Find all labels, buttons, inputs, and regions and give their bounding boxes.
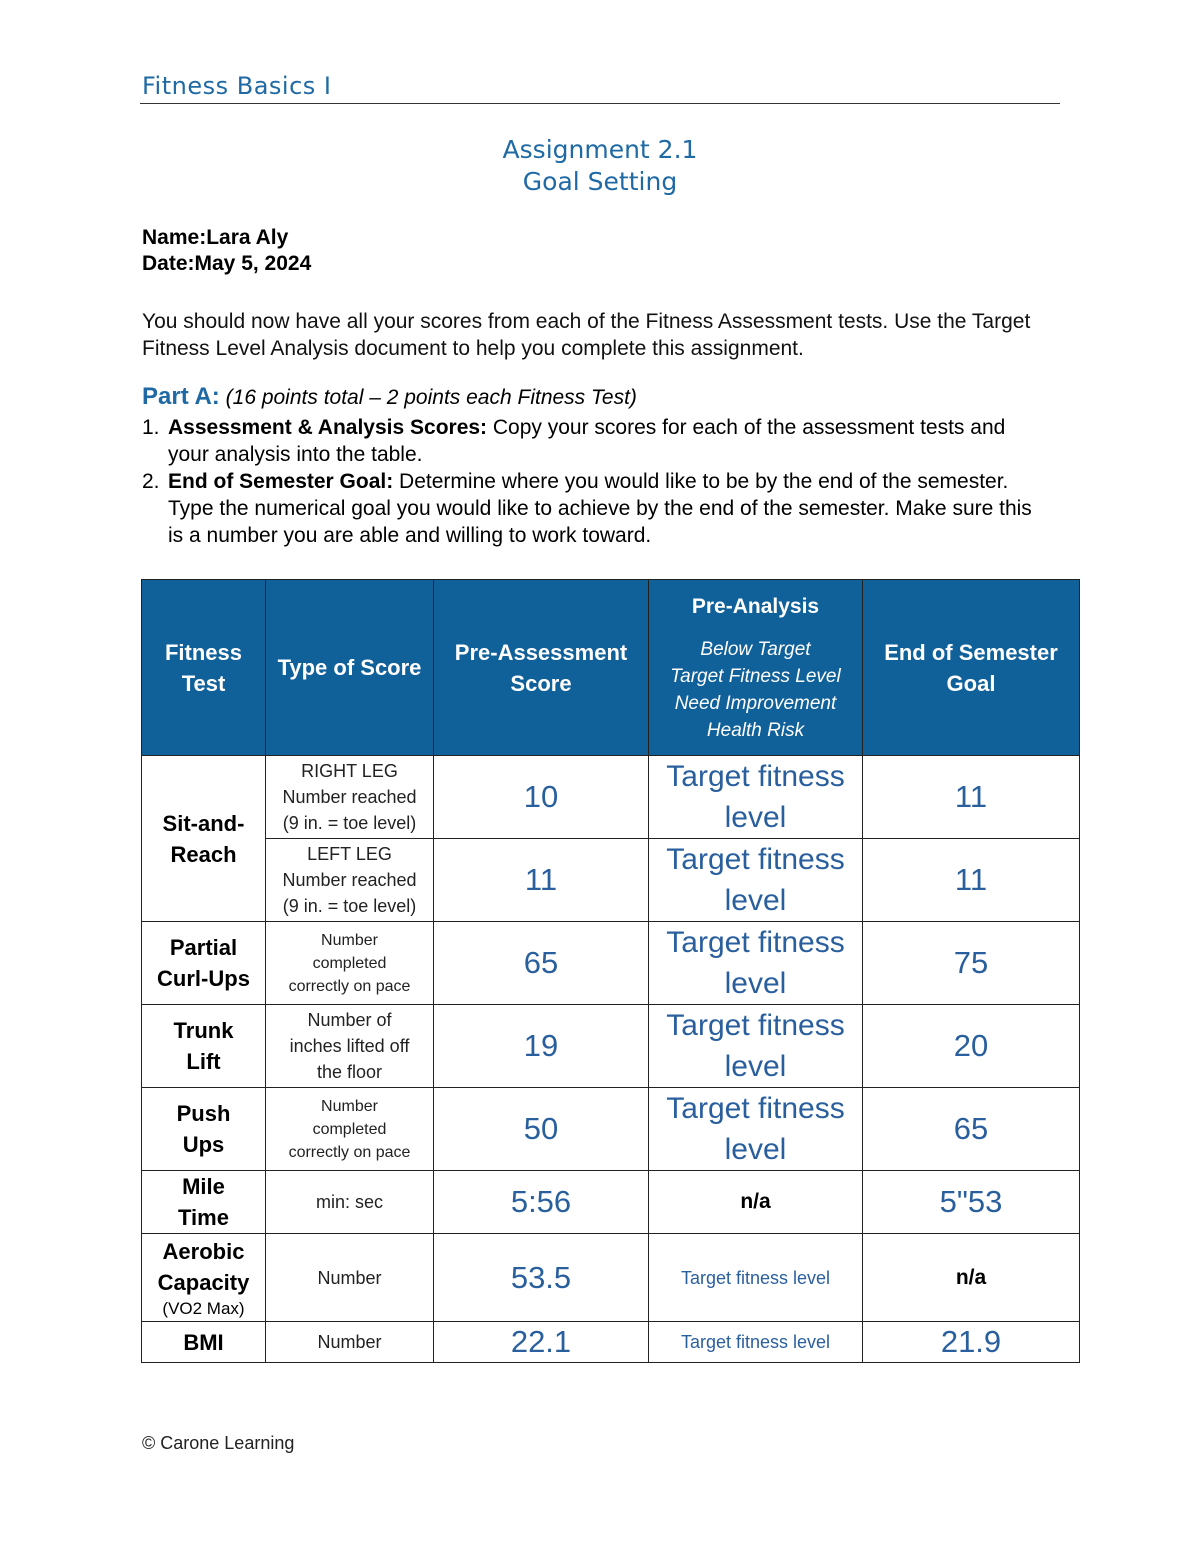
analysis-value: Target fitness level <box>649 1088 863 1171</box>
pre-assessment-value: 50 <box>434 1088 649 1171</box>
test-name-line: Capacity <box>157 1269 250 1295</box>
score-type-line: correctly on pace <box>288 977 411 995</box>
goal-value: 11 <box>863 756 1080 839</box>
header-pre-analysis <box>649 580 863 756</box>
header-end-of-semester-goal: End of Semester Goal <box>863 580 1080 756</box>
copyright-footer: © Carone Learning <box>142 1433 295 1453</box>
test-name-line: Trunk <box>173 1018 234 1043</box>
header-divider <box>140 103 1060 104</box>
pre-assessment-value: 5:56 <box>434 1171 649 1234</box>
pre-analysis-option: Health Risk <box>706 720 805 741</box>
test-name-line: Lift <box>186 1049 221 1074</box>
analysis-value: Target fitness level <box>649 756 863 839</box>
score-type-line: completed <box>312 954 387 972</box>
test-name-line: Time <box>178 1205 229 1230</box>
test-name-line: Curl-Ups <box>157 966 250 991</box>
goal-value: 75 <box>863 922 1080 1005</box>
test-name-line: Push <box>176 1101 231 1126</box>
table-row <box>142 922 1080 1005</box>
test-name-line: Partial <box>169 935 238 960</box>
instruction-item <box>142 468 1042 549</box>
score-type <box>266 1088 434 1171</box>
step-title: Assessment & Analysis Scores: <box>168 416 488 439</box>
analysis-value: Target fitness level <box>649 1005 863 1088</box>
goal-value: 21.9 <box>863 1322 1080 1363</box>
score-type-line: Number <box>321 931 378 949</box>
goal-value: 65 <box>863 1088 1080 1171</box>
score-type-line: Number reached <box>282 870 417 890</box>
header-pre-assessment-score: Pre-Assessment Score <box>434 580 649 756</box>
table-row <box>142 1171 1080 1234</box>
table-row <box>142 1234 1080 1322</box>
score-type: min: sec <box>266 1171 434 1234</box>
score-type-line: (9 in. = toe level) <box>282 896 417 916</box>
score-type-line: inches lifted off <box>289 1036 410 1056</box>
table-row <box>142 839 1080 922</box>
score-type-line: LEFT LEG <box>307 844 392 864</box>
analysis-value: Target fitness level <box>649 839 863 922</box>
score-type <box>266 1005 434 1088</box>
score-type-line: Number <box>321 1097 378 1115</box>
pre-assessment-value: 19 <box>434 1005 649 1088</box>
test-aerobic-capacity <box>142 1234 266 1322</box>
goal-value: n/a <box>863 1234 1080 1322</box>
score-type: Number <box>266 1234 434 1322</box>
test-mile-time <box>142 1171 266 1234</box>
fitness-goal-table <box>141 579 1080 1363</box>
assignment-title: Goal Setting <box>522 167 678 196</box>
pre-assessment-value: 53.5 <box>434 1234 649 1322</box>
test-bmi: BMI <box>142 1322 266 1363</box>
analysis-value: n/a <box>649 1171 863 1234</box>
step-number: 1. <box>142 416 160 439</box>
test-name-line: Aerobic <box>162 1238 245 1264</box>
assignment-date: Date:May 5, 2024 <box>142 252 312 275</box>
step-text: Determine where you would like to be by the end of the semester. Type the numerical goal you would like to achieve by the end of the semester. Make sure this is a number you are able and willing to work toward. <box>168 470 1032 547</box>
assignment-number: Assignment 2.1 <box>502 135 698 164</box>
intro-paragraph: You should now have all your scores from each of the Fitness Assessment tests. Use the Target Fitness Level Analysis document to help you complete this assignment. <box>142 310 1031 360</box>
step-number: 2. <box>142 470 160 493</box>
header-fitness-test: Fitness Test <box>142 580 266 756</box>
pre-assessment-value: 11 <box>434 839 649 922</box>
header-type-of-score: Type of Score <box>266 580 434 756</box>
part-a-label: Part A: <box>142 383 220 410</box>
pre-assessment-value: 22.1 <box>434 1322 649 1363</box>
score-type-line: the floor <box>316 1062 383 1082</box>
score-type-line: RIGHT LEG <box>301 761 398 781</box>
pre-assessment-value: 10 <box>434 756 649 839</box>
instruction-item <box>142 414 1042 468</box>
analysis-value: Target fitness level <box>649 1322 863 1363</box>
pre-analysis-title: Pre-Analysis <box>691 595 820 618</box>
test-trunk-lift <box>142 1005 266 1088</box>
table-row <box>142 1088 1080 1171</box>
score-type <box>266 756 434 839</box>
score-type <box>266 922 434 1005</box>
analysis-value: Target fitness level <box>649 922 863 1005</box>
goal-value: 5"53 <box>863 1171 1080 1234</box>
part-a-points-note: (16 points total – 2 points each Fitness Test) <box>225 386 637 409</box>
pre-analysis-option: Need Improvement <box>674 693 837 714</box>
step-text: Copy your scores for each of the assessment tests and your analysis into the table. <box>168 416 1006 466</box>
test-name-line: Ups <box>182 1132 225 1157</box>
score-type-line: Number of <box>307 1010 392 1030</box>
test-name-subline: (VO2 Max) <box>162 1298 245 1318</box>
part-a-heading <box>142 383 637 411</box>
test-name: Sit-and-Reach <box>162 810 245 867</box>
step-title: End of Semester Goal: <box>168 470 394 493</box>
score-type: Number <box>266 1322 434 1363</box>
table-header-row <box>142 580 1080 756</box>
test-sit-and-reach <box>142 756 266 922</box>
score-type-line: (9 in. = toe level) <box>282 813 417 833</box>
pre-analysis-option: Target Fitness Level <box>670 666 841 687</box>
student-name: Name:Lara Aly <box>142 226 289 249</box>
instruction-list <box>142 414 1042 549</box>
table-row <box>142 756 1080 839</box>
table-row <box>142 1005 1080 1088</box>
score-type-line: completed <box>312 1120 387 1138</box>
score-type-line: Number reached <box>282 787 417 807</box>
table-row <box>142 1322 1080 1363</box>
goal-value: 11 <box>863 839 1080 922</box>
analysis-value: Target fitness level <box>649 1234 863 1322</box>
pre-assessment-value: 65 <box>434 922 649 1005</box>
test-partial-curl-ups <box>142 922 266 1005</box>
test-push-ups <box>142 1088 266 1171</box>
score-type <box>266 839 434 922</box>
test-name-line: Mile <box>182 1174 225 1199</box>
goal-value: 20 <box>863 1005 1080 1088</box>
course-title: Fitness Basics I <box>142 72 332 100</box>
pre-analysis-option: Below Target <box>700 639 811 660</box>
score-type-line: correctly on pace <box>288 1143 411 1161</box>
